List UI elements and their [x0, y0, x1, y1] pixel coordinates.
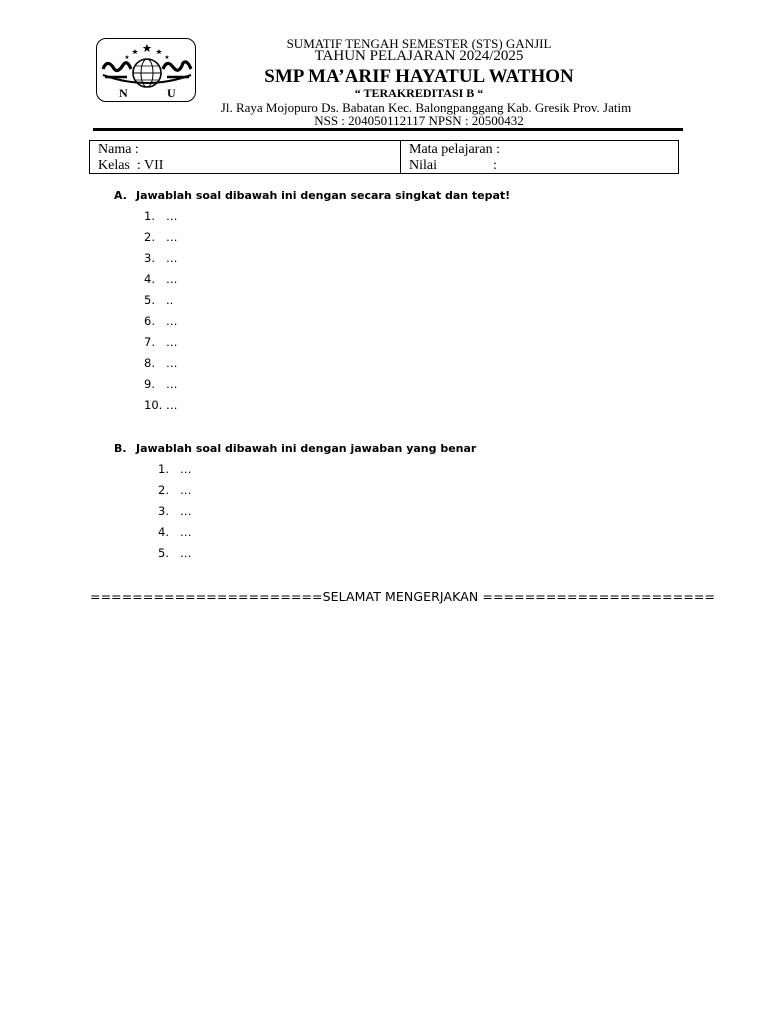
- section-a-letter: A.: [114, 189, 127, 202]
- question-number: 5.: [144, 293, 155, 307]
- kelas-field: Kelas : VII: [98, 158, 164, 173]
- question-number: 7.: [144, 335, 155, 349]
- list-item: [158, 459, 192, 480]
- logo-letter-u: U: [167, 86, 176, 100]
- exam-title: SUMATIF TENGAH SEMESTER (STS) GANJIL: [286, 36, 552, 51]
- question-number: 1.: [144, 209, 155, 223]
- list-item: [144, 311, 178, 332]
- list-item: [144, 248, 178, 269]
- question-text: …: [180, 504, 192, 518]
- section-a-question-list: [144, 206, 178, 416]
- section-b-letter: B.: [114, 442, 127, 455]
- academic-year: TAHUN PELAJARAN 2024/2025: [314, 48, 524, 64]
- question-number: 8.: [144, 356, 155, 370]
- section-a-instruction: Jawablah soal dibawah ini dengan secara singkat dan tepat!: [136, 189, 511, 202]
- question-text: …: [166, 335, 178, 349]
- question-number: 5.: [158, 546, 169, 560]
- question-text: …: [166, 398, 178, 412]
- question-number: 3.: [144, 251, 155, 265]
- table-divider: [400, 141, 401, 173]
- question-number: 9.: [144, 377, 155, 391]
- section-a-title: [114, 189, 510, 202]
- section-b-question-list: [158, 459, 192, 564]
- list-item: [144, 395, 178, 416]
- list-item: [144, 269, 178, 290]
- question-text: …: [180, 462, 192, 476]
- school-name: SMP MA’ARIF HAYATUL WATHON: [264, 66, 574, 87]
- header-divider: [93, 128, 683, 131]
- list-item: [144, 290, 178, 311]
- question-text: …: [166, 272, 178, 286]
- section-b-instruction: Jawablah soal dibawah ini dengan jawaban yang benar: [136, 442, 477, 455]
- question-text: …: [166, 314, 178, 328]
- student-identity-table: [89, 140, 679, 174]
- question-text: …: [166, 209, 178, 223]
- question-number: 10.: [144, 398, 163, 412]
- list-item: [144, 227, 178, 248]
- list-item: [144, 374, 178, 395]
- logo-letter-n: N: [119, 86, 128, 100]
- question-number: 3.: [158, 504, 169, 518]
- question-number: 4.: [144, 272, 155, 286]
- list-item: [158, 543, 192, 564]
- list-item: [144, 353, 178, 374]
- question-text: ..: [166, 293, 174, 307]
- mata-pelajaran-field: Mata pelajaran :: [409, 142, 500, 157]
- question-text: …: [166, 251, 178, 265]
- question-number: 4.: [158, 525, 169, 539]
- question-number: 2.: [158, 483, 169, 497]
- nilai-field: Nilai :: [409, 158, 497, 173]
- closing-message: ======================SELAMAT MENGERJAKAN ======================: [90, 589, 716, 604]
- school-ids: NSS : 204050112117 NPSN : 20500432: [314, 113, 524, 128]
- question-text: …: [166, 356, 178, 370]
- question-text: …: [166, 230, 178, 244]
- question-number: 1.: [158, 462, 169, 476]
- list-item: [144, 332, 178, 353]
- list-item: [158, 501, 192, 522]
- list-item: [144, 206, 178, 227]
- question-number: 6.: [144, 314, 155, 328]
- list-item: [158, 522, 192, 543]
- question-number: 2.: [144, 230, 155, 244]
- accreditation-label: “ TERAKREDITASI B “: [354, 86, 484, 100]
- school-address: Jl. Raya Mojopuro Ds. Babatan Kec. Balongpanggang Kab. Gresik Prov. Jatim: [220, 100, 632, 115]
- nu-emblem-icon: [97, 39, 197, 103]
- question-text: …: [180, 483, 192, 497]
- section-b-title: [114, 442, 476, 455]
- question-text: …: [166, 377, 178, 391]
- question-text: …: [180, 525, 192, 539]
- question-text: …: [180, 546, 192, 560]
- school-logo: [96, 38, 196, 102]
- list-item: [158, 480, 192, 501]
- nama-field: Nama :: [98, 142, 139, 157]
